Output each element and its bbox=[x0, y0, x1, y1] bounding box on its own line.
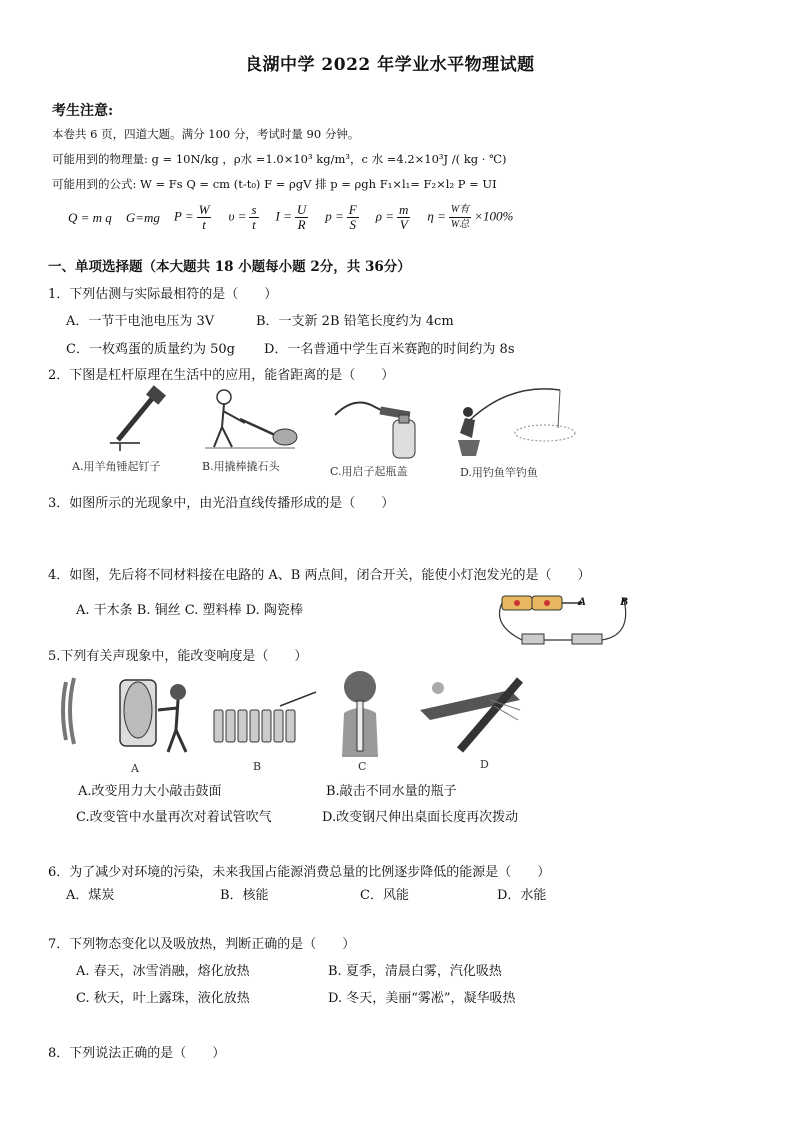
question-1-stem: 1．下列估测与实际最相符的是（ ） bbox=[48, 287, 278, 302]
drum-figure bbox=[60, 670, 200, 760]
notice-line-3: 可能用到的公式: W = Fs Q = cm (t-t₀) F = ρgV 排 p = ρgh F₁×l₁= F₂×l₂ P = UI bbox=[52, 177, 497, 191]
circuit-point-b: B bbox=[620, 594, 629, 608]
question-5-figure-d-label: D bbox=[480, 758, 489, 771]
question-5-option-b: B.敲击不同水量的瓶子 bbox=[326, 784, 457, 799]
question-3-stem: 3．如图所示的光现象中，由光沿直线传播形成的是（ ） bbox=[48, 496, 395, 511]
formula-efficiency: η = $\frac{\text{W有}}{\text{W总}}$ ×100% bbox=[427, 204, 514, 230]
section-heading: 一、单项选择题（本大题共 18 小题每小题 2分，共 36分） bbox=[48, 259, 411, 275]
question-1-option-d: D．一名普通中学生百米赛跑的时间约为 8s bbox=[264, 342, 515, 357]
hammer-figure bbox=[100, 385, 180, 455]
crowbar-figure bbox=[200, 385, 300, 455]
question-5-figure-c-label: C bbox=[358, 760, 367, 773]
question-5-option-a: A.改变用力大小敲击鼓面 bbox=[78, 784, 222, 799]
bottles-figure bbox=[210, 690, 320, 745]
test-tube-figure bbox=[330, 665, 390, 760]
question-2-option-a: A.用羊角锤起钉子 bbox=[72, 460, 161, 473]
question-1-option-b: B．一支新 2B 铅笔长度约为 4cm bbox=[256, 314, 454, 329]
question-2-option-c: C.用启子起瓶盖 bbox=[330, 465, 408, 478]
notice-line-2: 可能用到的物理量: g = 10N/kg ，ρ水 =1.0×10³ kg/m³，c 水 =4.2×10³J /( kg · ℃) bbox=[52, 152, 507, 166]
question-7-option-d: D. 冬天，美丽“雾凇”，凝华吸热 bbox=[328, 991, 516, 1006]
question-2-stem: 2．下图是杠杆原理在生活中的应用，能省距离的是（ ） bbox=[48, 368, 395, 383]
formula-gravity: G=mg bbox=[125, 209, 160, 225]
notice-line-1: 本卷共 6 页，四道大题。满分 100 分，考试时量 90 分钟。 bbox=[52, 127, 360, 141]
notice-heading: 考生注意: bbox=[52, 103, 114, 119]
question-5-stem: 5.下列有关声现象中，能改变响度是（ ） bbox=[48, 649, 308, 664]
question-7-option-c: C. 秋天，叶上露珠，液化放热 bbox=[76, 991, 250, 1006]
formula-density: ρ = $\frac{m}{V}$ bbox=[375, 202, 409, 232]
question-5-option-c: C.改变管中水量再次对着试管吹气 bbox=[76, 810, 272, 825]
question-8-stem: 8．下列说法正确的是（ ） bbox=[48, 1046, 226, 1061]
formula-heat-fuel: Q = m q bbox=[68, 209, 112, 225]
question-6-stem: 6．为了减少对环境的污染，未来我国占能源消费总量的比例逐步降低的能源是（ ） bbox=[48, 865, 551, 880]
question-5-option-d: D.改变钢尺伸出桌面长度再次拨动 bbox=[322, 810, 519, 825]
question-5-figure-b-label: B bbox=[253, 760, 262, 773]
question-2-option-b: B.用撬棒撬石头 bbox=[202, 460, 280, 473]
question-6-option-b: B．核能 bbox=[220, 888, 269, 903]
formula-row bbox=[68, 203, 513, 232]
formula-current: I = $\frac{U}{R}$ bbox=[275, 202, 307, 232]
question-7-stem: 7．下列物态变化以及吸放热，判断正确的是（ ） bbox=[48, 937, 356, 952]
formula-pressure: p = $\frac{F}{S}$ bbox=[325, 202, 357, 232]
formula-power: P = $\frac{W}{t}$ bbox=[173, 202, 210, 232]
question-6-option-a: A．煤炭 bbox=[66, 888, 115, 903]
question-4-stem: 4．如图，先后将不同材料接在电路的 A、B 两点间，闭合开关，能使小灯泡发光的是（ ） bbox=[48, 568, 591, 583]
formula-speed: υ = $\frac{s}{t}$ bbox=[228, 202, 257, 232]
circuit-point-a: A bbox=[578, 594, 587, 608]
bottle-opener-figure bbox=[325, 385, 425, 460]
question-5-figure-a-label: A bbox=[131, 762, 139, 775]
question-1-option-a: A．一节干电池电压为 3V bbox=[66, 314, 215, 329]
question-4-options: A. 干木条 B. 铜丝 C. 塑料棒 D. 陶瓷棒 bbox=[76, 603, 303, 618]
question-6-option-c: C．风能 bbox=[360, 888, 409, 903]
question-2-option-d: D.用钓鱼竿钓鱼 bbox=[460, 466, 538, 479]
question-7-option-a: A. 春天，冰雪消融，熔化放热 bbox=[76, 964, 250, 979]
question-1-option-c: C．一枚鸡蛋的质量约为 50g bbox=[66, 342, 235, 357]
page-title: 良湖中学 2022 年学业水平物理试题 bbox=[245, 55, 535, 75]
ruler-figure bbox=[420, 670, 530, 755]
question-6-option-d: D．水能 bbox=[497, 888, 547, 903]
question-7-option-b: B. 夏季，清晨白雾，汽化吸热 bbox=[328, 964, 502, 979]
fishing-rod-figure bbox=[440, 378, 580, 460]
